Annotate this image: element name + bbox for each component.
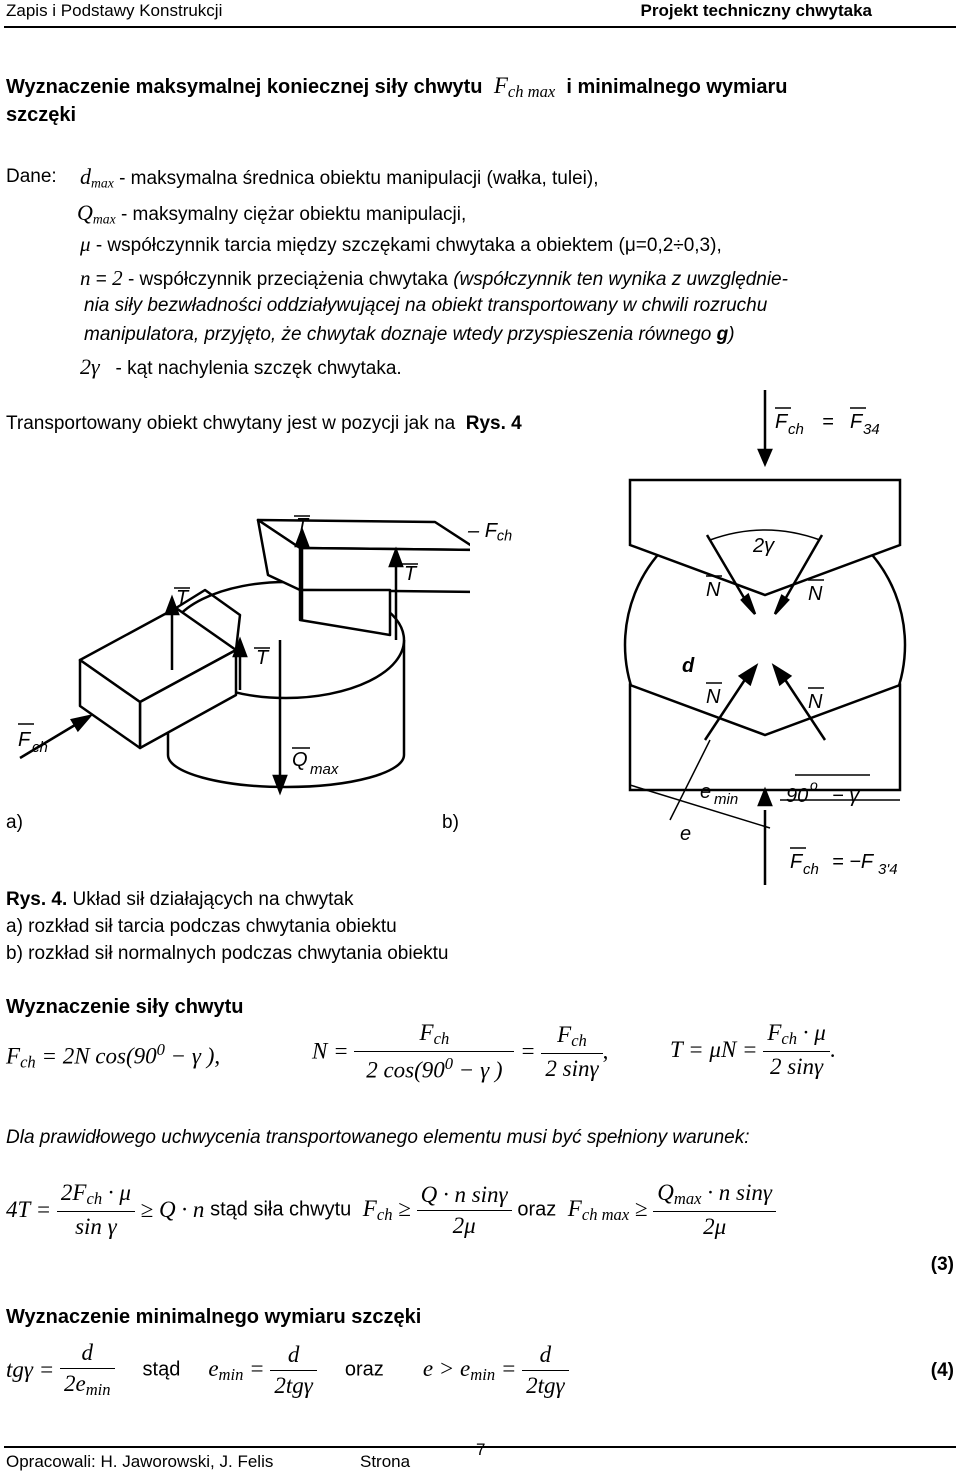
equation-t: T = μN = $\frac{F_{ch} \cdot \mu}{2 \sin\gamma}$ . [670, 1020, 836, 1080]
caption-line-b: b) rozkład sił normalnych podczas chwytania obiektu [6, 943, 449, 964]
caption-title: Rys. 4. Układ sił działających na chwytak [6, 889, 354, 910]
footer-page-label: Strona [360, 1452, 411, 1471]
svg-text:F: F [18, 729, 31, 751]
figure-b-drawing [610, 380, 950, 890]
svg-text:ch: ch [32, 739, 48, 756]
equation-fch: $F_{ch} = 2N$ $\cos(90^0 - \gamma$ ), [6, 1040, 221, 1072]
svg-text:2γ: 2γ [753, 535, 775, 557]
equation-3: 4T = $\frac{2F_{ch} \cdot \mu}{\text{sin γ}}$ ≥ Q · n stąd siła chwytu $F_{ch}$ ≥ $\frac{\text{Q · n sinγ}}{2\mu}$ oraz $F_{ch max}$ ≥ $\frac{Q_{max} \cdot n \sin\gamma}{2\mu}$ [6, 1180, 776, 1240]
equation-4-number: (4) [930, 1360, 954, 1381]
header-right: Projekt techniczny chwytaka [640, 1, 872, 20]
svg-text:− γ: − γ [832, 785, 860, 807]
equation-4: tgγ = $\frac{d}{2e_{min}}$ stąd $e_{min}$ = $\frac{d}{\text{2tgγ}}$ oraz $e > e_{min}$ = $\frac{d}{\text{2tgγ}}$ [6, 1340, 569, 1400]
figure-label-a: a) [6, 812, 23, 833]
section-title-1-line2: szczęki [6, 104, 77, 126]
svg-text:max: max [310, 761, 339, 778]
equation-n: N = $\frac{F_{ch}}{2 \cos(90^0 - \gamma )}$ = $\frac{F_{ch}}{2 \sin\gamma}$ , [312, 1020, 609, 1083]
svg-text:T: T [256, 647, 269, 669]
svg-text:N: N [706, 686, 721, 708]
svg-text:o: o [810, 777, 818, 793]
svg-text:= −F: = −F [832, 851, 874, 873]
svg-text:e: e [700, 781, 712, 803]
given-label: Dane: [6, 166, 57, 187]
svg-text:d: d [682, 655, 695, 677]
condition-text: Dla prawidłowego uchwycenia transportowanego elementu musi być spełniony warunek: [6, 1127, 750, 1148]
section-title-1: Wyznaczenie maksymalnej koniecznej siły chwytu $F_{ch max}$ i minimalnego wymiaru [6, 73, 788, 102]
header-left: Zapis i Podstawy Konstrukcji [6, 1, 223, 20]
svg-text:34: 34 [863, 421, 880, 438]
svg-text:T: T [296, 515, 309, 537]
given-mu: μ - współczynnik tarcia między szczękami chwytaka a obiektem (μ=0,2÷0,3), [80, 232, 722, 256]
given-d: $d_{max}$ - maksymalna średnica obiektu manipulacji (wałka, tulei), [80, 164, 599, 191]
given-gamma: 2γ - kąt nachylenia szczęk chwytaka. [80, 354, 402, 379]
svg-text:F: F [775, 411, 788, 433]
figure-a-drawing [0, 500, 470, 800]
given-q: $Q_{max}$ - maksymalny ciężar obiektu manipulacji, [77, 200, 467, 227]
svg-text:3'4: 3'4 [878, 861, 898, 878]
svg-text:F: F [790, 851, 803, 873]
given-n-note3: manipulatora, przyjęto, że chwytak doznaje wtedy przyspieszenia równego g) [84, 324, 735, 345]
fch-label-a: – $F_{ch}$ [468, 520, 513, 545]
svg-text:min: min [714, 791, 739, 808]
svg-text:N: N [706, 579, 721, 601]
section-title-3: Wyznaczenie minimalnego wymiaru szczęki [6, 1306, 422, 1328]
svg-text:Q: Q [292, 749, 308, 771]
footer-authors: Opracowali: H. Jaworowski, J. Felis [6, 1452, 274, 1471]
header-rule [4, 26, 956, 28]
svg-text:e: e [680, 823, 692, 845]
equation-3-number: (3) [930, 1254, 954, 1275]
svg-text:N: N [808, 583, 823, 605]
given-n-note2: nia siły bezwładności oddziaływującej na obiekt transportowany w chwili rozruchu [84, 295, 768, 316]
svg-text:90: 90 [786, 785, 809, 807]
caption-line-a: a) rozkład sił tarcia podczas chwytania obiektu [6, 916, 397, 937]
svg-text:T: T [176, 587, 189, 609]
given-n: n = 2 - współczynnik przeciążenia chwytaka (współczynnik ten wynika z uwzględnie- [80, 266, 788, 290]
svg-text:T: T [404, 563, 417, 585]
figure-label-b: b) [442, 812, 459, 833]
svg-text:=: = [822, 411, 834, 433]
svg-text:N: N [808, 691, 823, 713]
transport-text: Transportowany obiekt chwytany jest w pozycji jak na Rys. 4 [6, 413, 522, 434]
svg-text:ch: ch [788, 421, 804, 438]
section-title-2: Wyznaczenie siły chwytu [6, 996, 244, 1018]
svg-text:ch: ch [803, 861, 819, 878]
footer-page-number: 7 [476, 1440, 486, 1459]
svg-text:F: F [850, 411, 863, 433]
